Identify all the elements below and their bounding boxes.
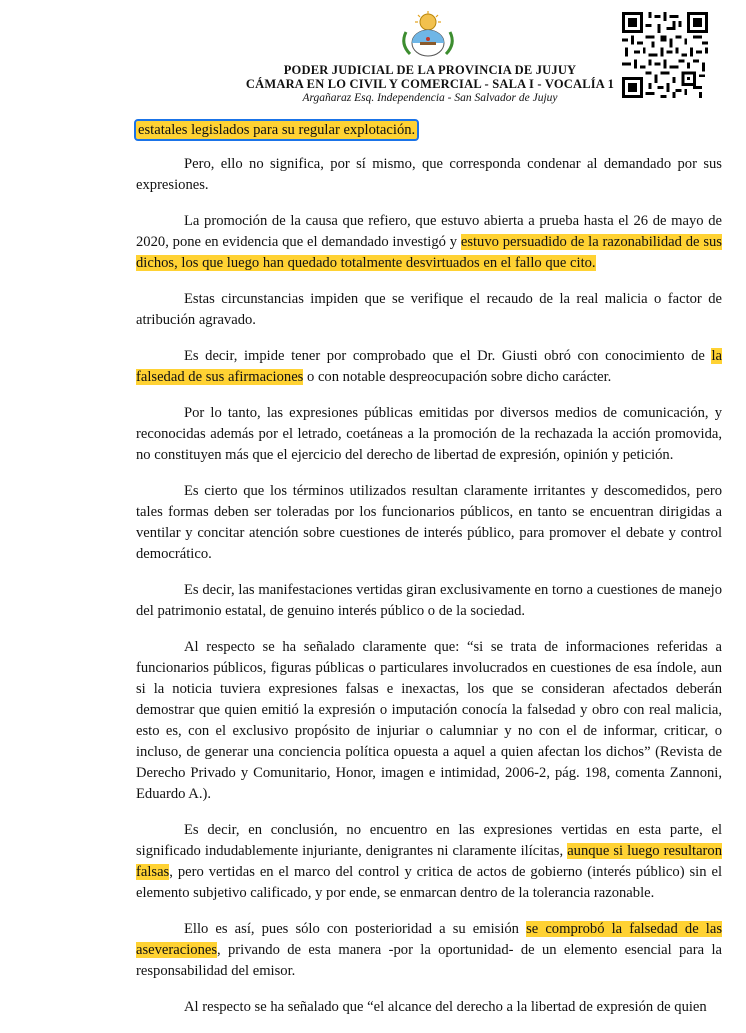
chamber-name: CÁMARA EN LO CIVIL Y COMERCIAL - SALA I - VOCALÍA 1 [245,77,615,91]
text-highlight[interactable]: la falsedad de sus afirmaciones [136,348,722,385]
paragraph: Por lo tanto, las expresiones públicas emitidas por diversos medios de comunicación, y reconocidas además por el letrado, coetáneas a la promoción de la rechazada la acción promovida, no constituyen más que el ejercicio del derecho de libertad de expresión, opinión y petición. [136,405,722,463]
paragraph: Estas circunstancias impiden que se verifique el recaudo de la real malicia o factor de atribución agravado. [136,291,722,328]
qr-code-icon [622,12,708,98]
document-header [0,0,746,112]
text-highlight[interactable]: se comprobó la falsedad de las aseveraciones [136,921,723,958]
institution-name: PODER JUDICIAL DE LA PROVINCIA DE JUJUY [283,63,577,77]
paragraph: Es decir, las manifestaciones vertidas giran exclusivamente en torno a cuestiones de manejo del patrimonio estatal, de genuino interés público o de la sociedad. [136,582,722,619]
document-body [136,120,722,1033]
paragraph: Al respecto se ha señalado que “el alcance del derecho a la libertad de expresión de quien [184,999,707,1015]
paragraph: Es decir, en conclusión, no encuentro en las expresiones vertidas en esta parte, el significado indudablemente injuriante, denigrantes ni claramente ilícitas, aunque si luego resultaron falsas, pero vertidas en el marco del control y critica de actos de gobierno (interés público) sin el elemento subjetivo calificado, y por ende, se enmarcan dentro de la tolerancia razonable. [136,822,722,901]
paragraph: Al respecto se ha señalado claramente que: “si se trata de informaciones referidas a funcionarios públicos, figuras públicas o particulares involucrados en cuestiones de esa índole, aun si la noticia tuviera expresiones falsas e inexactas, los que se consideran afectados deberán demostrar que quien emitió la expresión o imputación conocía la falsedad y obro con real malicia, esto es, con el exclusivo propósito de injuriar o calumniar y no con el de informar, criticar, o incluso, de generar una conciencia política opuesta a aquel a quien afectan los dichos” (Revista de Derecho Privado y Comunitario, Honor, imagen e intimidad, 2006-2, pág. 198, comenta Zannoni, Eduardo A.). [136,639,722,802]
province-coat-of-arms-icon [398,10,458,60]
text-highlight[interactable]: aunque si luego resultaron falsas [136,843,722,880]
selected-highlight[interactable]: estatales legislados para su regular explotación. [138,122,416,138]
paragraph [136,120,722,141]
court-address: Argañaraz Esq. Independencia - San Salvador de Jujuy [302,92,558,104]
paragraph: Ello es así, pues sólo con posterioridad a su emisión se comprobó la falsedad de las aseveraciones, privando de esta manera -por la oportunidad- de un elemento esencial para la responsabilidad del emisor. [136,921,723,979]
paragraph: Pero, ello no significa, por sí mismo, que corresponda condenar al demandado por sus expresiones. [136,156,722,193]
paragraph: Es decir, impide tener por comprobado que el Dr. Giusti obró con conocimiento de la falsedad de sus afirmaciones o con notable despreocupación sobre dicho carácter. [136,348,722,385]
paragraph: Es cierto que los términos utilizados resultan claramente irritantes y descomedidos, pero tales formas deben ser toleradas por los funcionarios públicos, en tanto se encuentran dirigidas a ventilar y concitar atención sobre cuestiones de interés público, para promover el debate y control democrático. [136,483,722,562]
paragraph: La promoción de la causa que refiero, que estuvo abierta a prueba hasta el 26 de mayo de 2020, pone en evidencia que el demandado investigó y estuvo persuadido de la razonabilidad de sus dichos, los que luego han quedado totalmente desvirtuados en el fallo que cito. [136,213,722,271]
text-highlight[interactable]: estuvo persuadido de la razonabilidad de sus dichos, los que luego han quedado totalmente desvirtuados en el fallo que cito. [136,234,722,271]
